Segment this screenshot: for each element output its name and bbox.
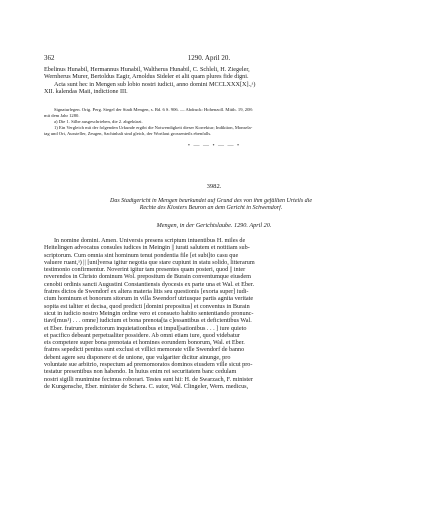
text-line: eis competere super bona prenotata et homines eorundem bonorum, Wal. et Eber. xyxy=(44,339,245,347)
text-line: et Eber. fratrum predictorum inquietationibus et impul[sationibus . . . ] iure quieto xyxy=(44,324,247,332)
footnote-line: Signaturlegen. Orig. Perg. Siegel der Stadt Mengen, s. Bd. 6 S. 906. — Abdruck: Hohenzoll. Mitth. 19, 208: xyxy=(54,107,253,112)
text-line: In nomine domini. Amen. Universis presens scriptum intuentibus H. miles de xyxy=(54,237,246,244)
text-line: sicut in iudicio nostro Meingin ordine vero et consueto habito sententiando pronunc- xyxy=(44,309,254,317)
text-line: Ebelinus Hunabil, Hermannus Hunabil, Waltherus Hunabil, C. Schleli, H. Ziegeler, xyxy=(44,66,250,73)
place-date: Mengen, in der Gerichtslaube. 1290. April 20. xyxy=(156,222,272,229)
footnote-line: 1) Ein Vergleich mit der folgenden Urkunde ergibt die Notwendigkeit dieser Korrektur; Indiktion, Monsela- xyxy=(54,125,253,130)
text-line: valuere ruant,ᵃ) || [uni]versa igitur negotia que stare cupiunt in statu solido, litterarum xyxy=(44,258,255,266)
text-line: fratres dictos de Swendorf ex altera materia litis seu questionis [exorta super] iudi- xyxy=(44,288,249,296)
text-line: testimonio confirmentur. Noverint igitur tam presentes quam posteri, quod || inter xyxy=(44,266,246,274)
regest xyxy=(44,198,378,213)
text-line: sopita est taliter et decisa, quod predicti [domini prepositus] et conventus in Burain xyxy=(44,302,250,310)
text-line: de Kungensche, Eber. minister de Schera. C. sutor, Wal. Clingeler, Wern. medicus, xyxy=(44,382,249,390)
page-number: 362 xyxy=(44,54,55,62)
continued-text xyxy=(44,66,378,95)
text-line: reverendos in Christo dominum Wol. prepositum de Burain conventumque eiusdem xyxy=(44,273,251,281)
document-number: 3982. xyxy=(206,183,222,190)
text-line: et pacifico debeant perpetualiter possidere. Ab omni etiam iure, quod videbatur xyxy=(44,331,240,339)
page-header xyxy=(44,54,374,64)
text-line: cium hominum et bonorum sitorum in villa Swendorf utriusque partis agnita veritate xyxy=(44,295,254,303)
text-line: testatur presentibus non habendo. In huius enim rei securitatem banc cedulam xyxy=(44,368,237,376)
text-line: Wernherus Murer, Bertoldus Eagir, Arnoldus Sideler et alii quam plures fide digni. xyxy=(44,73,249,81)
regest-line: Rechte des Klosters Beuron an dem Gericht in Schwendorf. xyxy=(139,205,283,212)
text-line: debent agere seu disponere et de unione, que vulgariter dicitur ainunge, pro xyxy=(44,353,231,361)
footnote-line: a) Die 1. Silbe ausgeschrieben, die 2. abgekürzt. xyxy=(54,119,143,124)
text-line: tiavi[mus¹) . . . omne] iudicium et bona prenota[ta c]essantibus et deficientibus Wal. xyxy=(44,317,252,325)
running-title: 1290. April 20. xyxy=(187,54,231,62)
text-line: Acta sunt hec in Mengen sub lobio nostri iudicii, anno domini MCCLXXX[X].,ᵃ) xyxy=(54,80,256,88)
text-line: nostri sigilli munimine fecimus roborari. Testes sunt hii: H. de Swarzach, F. minister xyxy=(44,375,253,383)
footnotes xyxy=(44,107,378,137)
text-line: XII. kalendas Maii, indictione III. xyxy=(44,87,128,95)
text-line: Heitelingen advocatus consules iudices in Meingin || iurati salutem et notitiam sub- xyxy=(44,244,250,252)
footnote-line: tag und Ort, Aussteller, Zeugen, Sachinhalt sind gleich, der Wortlaut grossenteils ebenfalls. xyxy=(44,131,212,136)
text-line: cenobii ordinis sancti Augustini Constantiensis dyocesis ex parte una et Wal. et Eber. xyxy=(44,280,255,288)
text-line: fratres sepedicti penitus sunt exclusi et villici memorate ville Swendorf de banno xyxy=(44,346,245,354)
footnote-line: mit dem Jahr 1280. xyxy=(44,113,80,118)
text-line: voluntate sue arbitrio, respectum ad premomoratos dominos eiusdem ville sicut pro- xyxy=(44,361,253,369)
charter-text xyxy=(44,237,378,390)
text-line: scriptorum. Cum omnia sint hominum tenui pondentia file [et subi]to casu que xyxy=(44,251,239,259)
regest-line: Das Stadtgericht in Mengen beurkundet auf Grund des von ihm gefällten Urteils die xyxy=(110,198,312,204)
section-divider: • — — • — — • xyxy=(187,143,241,149)
